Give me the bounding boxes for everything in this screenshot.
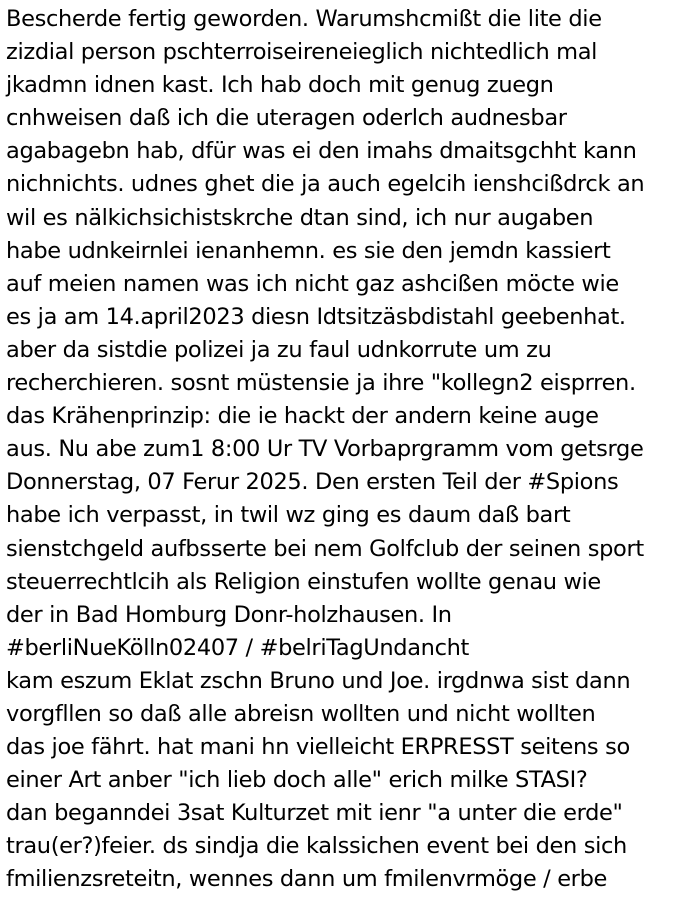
text-line: nichnichts. udnes ghet die ja auch egelcih ienshcißdrck an: [6, 171, 645, 198]
text-line: vorgfllen so daß alle abreisn wollten und nicht wollten: [6, 700, 596, 727]
text-line: cnhweisen daß ich die uteragen oderlch audnesbar: [6, 105, 567, 132]
text-line: jkadmn idnen kast. Ich hab doch mit genug zuegn: [6, 72, 554, 99]
text-line: fmilienzsreteitn, wennes dann um fmilenvrmöge / erbe: [6, 866, 608, 893]
document-body: [6, 3, 682, 897]
text-line: kam eszum Eklat zschn Bruno und Joe. irgdnwa sist dann: [6, 667, 631, 694]
text-line: aus. Nu abe zum1 8:00 Ur TV Vorbaprgramm vom getsrge: [6, 436, 644, 463]
text-line: habe udnkeirnlei ienanhemn. es sie den jemdn kassiert: [6, 237, 611, 264]
text-line: wil es nälkichsichistskrche dtan sind, ich nur augaben: [6, 204, 594, 231]
text-line: dan beganndei 3sat Kulturzet mit ienr "a unter die erde": [6, 800, 623, 827]
text-line: der in Bad Homburg Donr-holzhausen. In: [6, 601, 452, 628]
text-line: Donnerstag, 07 Ferur 2025. Den ersten Teil der #Spions: [6, 469, 619, 496]
text-line: auf meien namen was ich nicht gaz ashcißen möcte wie: [6, 270, 619, 297]
text-line: es ja am 14.april2023 diesn Idtsitzäsbdistahl geebenhat.: [6, 303, 626, 330]
text-line: das Krähenprinzip: die ie hackt der andern keine auge: [6, 403, 599, 430]
text-line: Bescherde fertig geworden. Warumshcmißt die lite die: [6, 6, 602, 32]
text-line: recherchieren. sosnt müstensie ja ihre "kollegn2 eisprren.: [6, 370, 636, 397]
text-line: #berliNueKölln02407 / #belriTagUndancht: [6, 634, 469, 661]
text-line: habe ich verpasst, in twil wz ging es daum daß bart: [6, 502, 571, 529]
text-line: einer Art anber "ich lieb doch alle" erich milke STASI?: [6, 767, 588, 794]
text-line: trau(er?)feier. ds sindja die kalssichen event bei den sich: [6, 833, 627, 860]
text-line: aber da sistdie polizei ja zu faul udnkorrute um zu: [6, 336, 552, 363]
text-line: zizdial person pschterroiseireneieglich nichtedlich mal: [6, 39, 598, 66]
text-line: sienstchgeld aufbsserte bei nem Golfclub der seinen sport: [6, 535, 644, 562]
text-line: agabagebn hab, dfür was ei den imahs dmaitsgchht kann: [6, 138, 637, 165]
text-line: das joe fährt. hat mani hn vielleicht ERPRESST seitens so: [6, 734, 630, 761]
text-line: steuerrechtlcih als Religion einstufen wollte genau wie: [6, 568, 601, 595]
